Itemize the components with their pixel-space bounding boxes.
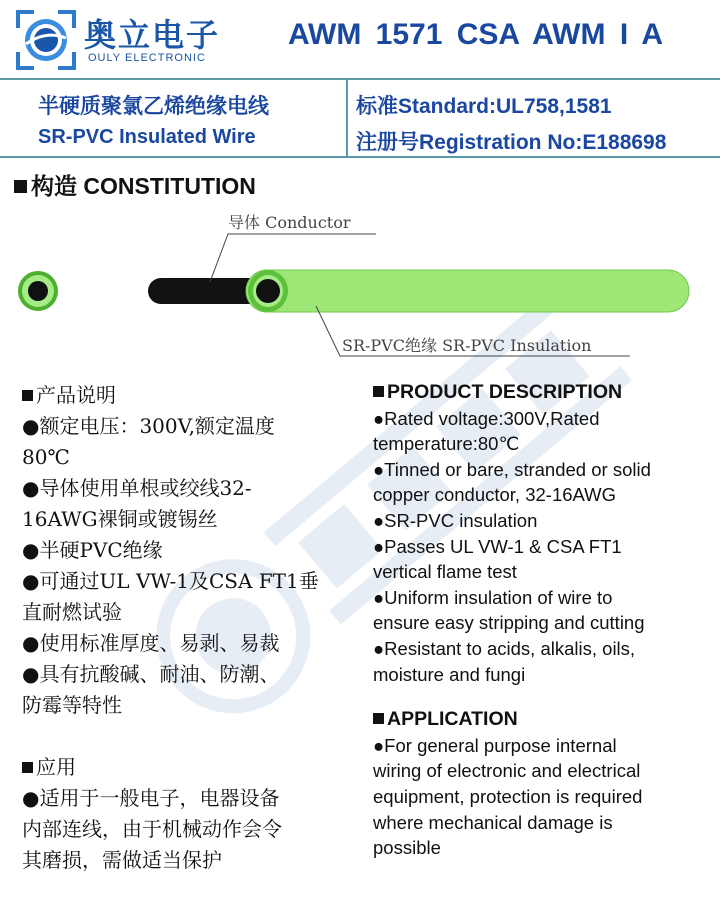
product-name-cn: 半硬质聚氯乙烯绝缘电线 xyxy=(38,94,269,118)
list-item: temperature:80℃ xyxy=(373,433,520,455)
construction-title xyxy=(14,168,256,201)
list-item: possible xyxy=(373,837,441,859)
list-item: ●具有抗酸碱、耐油、防潮、 xyxy=(22,662,280,686)
square-bullet-icon xyxy=(373,713,384,724)
list-item: ●额定电压：300V,额定温度 xyxy=(22,414,275,438)
list-item: where mechanical damage is xyxy=(373,811,613,833)
list-item: ●Tinned or bare, stranded or solid xyxy=(373,458,651,480)
list-item: ●适用于一般电子，电器设备 xyxy=(22,786,280,810)
list-item: ●可通过UL VW-1及CSA FT1垂 xyxy=(22,569,319,593)
list-item: 内部连线，由于机械动作会令 xyxy=(22,817,282,841)
list-item: ●导体使用单根或绞线32- xyxy=(22,476,252,500)
square-bullet-icon xyxy=(22,390,33,401)
square-bullet-icon xyxy=(14,180,27,193)
header-divider xyxy=(0,78,720,80)
page-title: AWM 1571 CSA AWM I A xyxy=(288,18,664,51)
registration-label: 注册号Registration No:E188698 xyxy=(356,131,667,154)
info-divider xyxy=(0,156,720,158)
list-item: equipment, protection is required xyxy=(373,785,643,807)
square-bullet-icon xyxy=(373,386,384,397)
list-item: ensure easy stripping and cutting xyxy=(373,612,645,634)
description-cn xyxy=(22,380,342,876)
insulation-jacket xyxy=(246,270,689,312)
list-item: ●Resistant to acids, alkalis, oils, xyxy=(373,637,636,659)
list-item: 防霉等特性 xyxy=(22,693,122,717)
list-item: ●For general purpose internal xyxy=(373,734,617,756)
list-item: 直耐燃试验 xyxy=(22,600,122,624)
list-item: ●Passes UL VW-1 & CSA FT1 xyxy=(373,535,622,557)
info-column-divider xyxy=(346,80,348,156)
description-en xyxy=(373,380,713,861)
company-logo-icon xyxy=(16,10,76,70)
company-name-en: OULY ELECTRONIC xyxy=(88,52,206,64)
description-en-title-text: PRODUCT DESCRIPTION xyxy=(387,381,623,403)
application-en-title xyxy=(373,707,713,733)
construction-title-text: 构造 CONSTITUTION xyxy=(31,173,256,199)
list-item: ●Uniform insulation of wire to xyxy=(373,586,613,608)
list-item: vertical flame test xyxy=(373,561,517,583)
application-cn-title-text: 应用 xyxy=(36,755,76,779)
description-en-title xyxy=(373,380,713,406)
application-en-title-text: APPLICATION xyxy=(387,708,518,731)
description-cn-title xyxy=(22,380,342,411)
list-item: ●Rated voltage:300V,Rated xyxy=(373,407,600,429)
cable-diagram xyxy=(0,200,720,370)
list-item: wiring of electronic and electrical xyxy=(373,760,641,782)
conductor-label: 导体 Conductor xyxy=(228,213,351,232)
list-item: ●SR-PVC insulation xyxy=(373,509,538,531)
list-item: ●半硬PVC绝缘 xyxy=(22,538,163,562)
standard-label: 标准Standard:UL758,1581 xyxy=(356,95,612,118)
page-header xyxy=(0,0,720,78)
cable-cross-section xyxy=(18,271,58,311)
list-item: 80℃ xyxy=(22,445,70,469)
list-item: 其磨损，需做适当保护 xyxy=(22,848,222,872)
company-name-cn: 奥立电子 xyxy=(84,16,221,54)
square-bullet-icon xyxy=(22,762,33,773)
list-item: copper conductor, 32-16AWG xyxy=(373,484,617,506)
application-cn-title xyxy=(22,752,342,783)
list-item: ●使用标准厚度、易剥、易裁 xyxy=(22,631,280,655)
product-name-en: SR-PVC Insulated Wire xyxy=(38,126,256,148)
list-item: 16AWG裸铜或镀锡丝 xyxy=(22,507,218,531)
list-item: moisture and fungi xyxy=(373,663,526,685)
description-cn-title-text: 产品说明 xyxy=(36,383,116,407)
insulation-label: SR-PVC绝缘 SR-PVC Insulation xyxy=(342,336,592,355)
